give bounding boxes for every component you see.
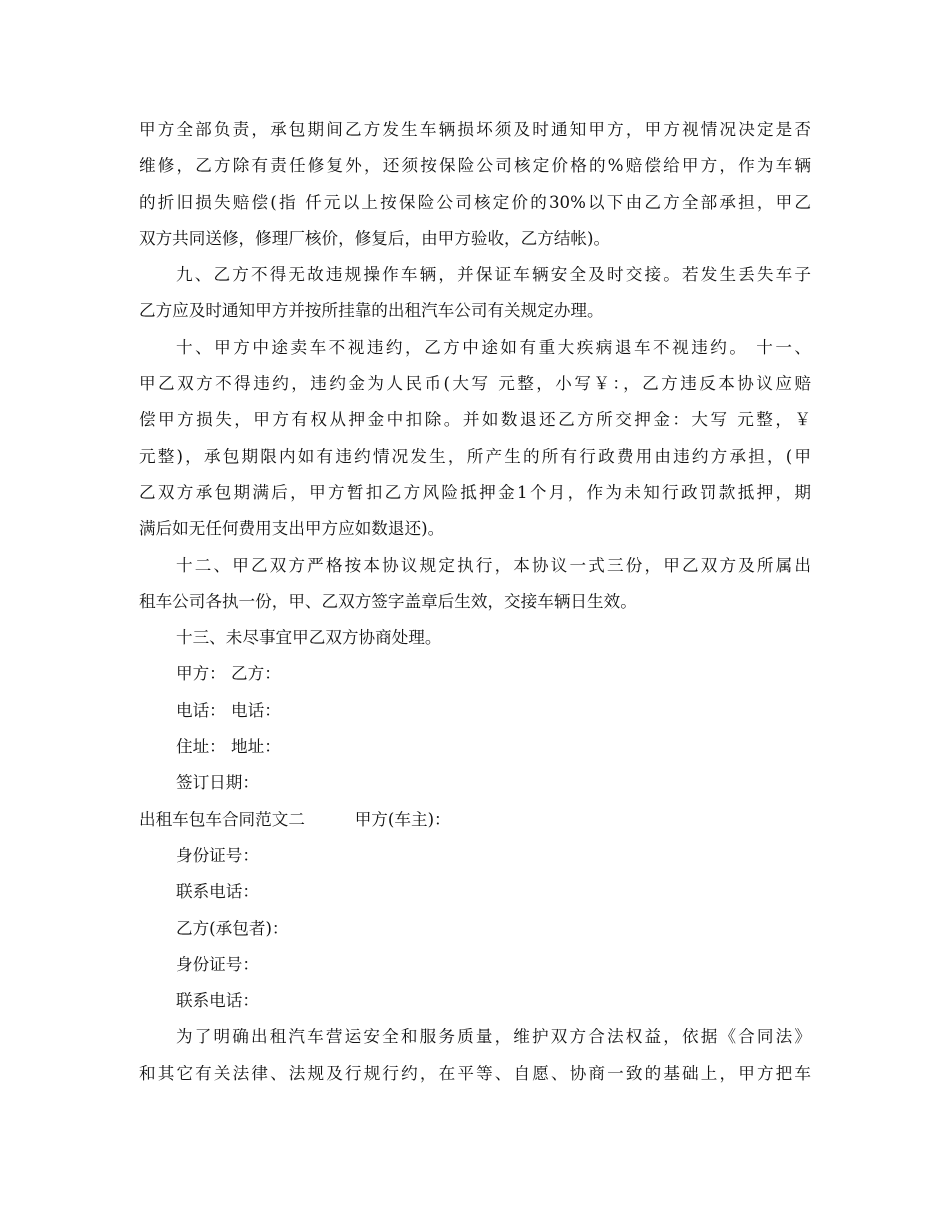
text-line-content: 为了明确出租汽车营运安全和服务质量，维护双方合法权益，依据《合同法》 — [176, 1027, 811, 1047]
text-line-content: 满后如无任何费用支出甲方应如数退还)。 — [139, 519, 445, 539]
text-line — [139, 548, 811, 584]
text-line-content: 双方共同送修，修理厂核价，修复后，由甲方验收，乙方结帐)。 — [139, 228, 611, 248]
text-line-content: 租车公司各执一份，甲、乙双方签字盖章后生效，交接车辆日生效。 — [139, 591, 637, 611]
text-line-content: 身份证号： — [176, 845, 259, 865]
text-line — [139, 1056, 811, 1092]
text-line — [139, 221, 811, 257]
text-line — [139, 511, 811, 547]
text-line-content: 九、乙方不得无故违规操作车辆，并保证车辆安全及时交接。若发生丢失车子 — [176, 265, 811, 285]
text-line — [139, 656, 811, 692]
text-line-content: 乙双方承包期满后，甲方暂扣乙方风险抵押金1个月，作为未知行政罚款抵押，期 — [139, 482, 811, 502]
text-line-content: 联系电话： — [176, 882, 259, 902]
text-line — [139, 947, 811, 983]
text-line-content: 维修，乙方除有责任修复外，还须按保险公司核定价格的%赔偿给甲方，作为车辆 — [139, 156, 811, 176]
text-line — [139, 802, 811, 838]
text-line-content: 甲方： 乙方： — [176, 664, 281, 684]
text-line — [139, 112, 811, 148]
text-line-content: 十三、未尽事宜甲乙双方协商处理。 — [176, 628, 442, 648]
text-line-content: 甲乙双方不得违约，违约金为人民币(大写 元整，小写￥：，乙方违反本协议应赔 — [139, 374, 811, 394]
text-line — [139, 402, 811, 438]
text-line-content: 乙方(承包者)： — [176, 918, 289, 938]
text-line — [139, 185, 811, 221]
text-line — [139, 475, 811, 511]
text-line-content: 十、甲方中途卖车不视违约，乙方中途如有重大疾病退车不视违约。 十一、 — [176, 337, 811, 357]
text-line-content: 和其它有关法律、法规及行规行约，在平等、自愿、协商一致的基础上，甲方把车 — [139, 1063, 811, 1083]
text-line-content: 甲方全部负责，承包期间乙方发生车辆损坏须及时通知甲方，甲方视情况决定是否 — [139, 120, 811, 139]
text-line — [139, 911, 811, 947]
text-line — [139, 693, 811, 729]
text-line-content: 电话： 电话： — [176, 700, 281, 720]
text-line — [139, 729, 811, 765]
text-line — [139, 838, 811, 874]
text-line — [139, 148, 811, 184]
text-line — [139, 874, 811, 910]
text-line-content: 乙方应及时通知甲方并按所挂靠的出租汽车公司有关规定办理。 — [139, 301, 604, 321]
text-line-content: 身份证号： — [176, 954, 259, 974]
text-line — [139, 584, 811, 620]
document-page — [139, 112, 811, 1092]
text-line — [139, 330, 811, 366]
text-line — [139, 293, 811, 329]
text-line-content: 住址： 地址： — [176, 737, 281, 757]
text-line-content: 的折旧损失赔偿(指 仟元以上按保险公司核定价的30%以下由乙方全部承担，甲乙 — [139, 192, 811, 212]
text-line — [139, 620, 811, 656]
text-line — [139, 439, 811, 475]
text-line-content: 元整)，承包期限内如有违约情况发生，所产生的所有行政费用由违约方承担，(甲 — [139, 446, 811, 466]
text-line — [139, 983, 811, 1019]
text-line — [139, 1019, 811, 1055]
text-line — [139, 257, 811, 293]
text-line — [139, 366, 811, 402]
text-line — [139, 765, 811, 801]
text-line-content: 签订日期： — [176, 773, 259, 793]
text-line-content: 联系电话： — [176, 991, 259, 1011]
text-line-content: 偿甲方损失，甲方有权从押金中扣除。并如数退还乙方所交押金：大写 元整，￥ — [139, 410, 811, 430]
text-line-content: 出租车包车合同范文二 甲方(车主)： — [139, 809, 451, 829]
text-line-content: 十二、甲乙双方严格按本协议规定执行，本协议一式三份，甲乙双方及所属出 — [176, 555, 811, 575]
